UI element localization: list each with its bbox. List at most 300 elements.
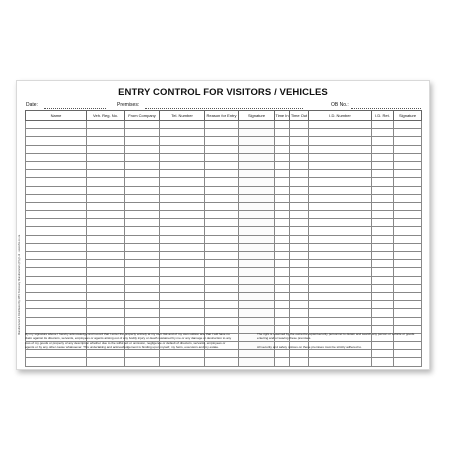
- table-cell[interactable]: [239, 235, 275, 243]
- table-cell[interactable]: [87, 145, 125, 153]
- table-cell[interactable]: [87, 178, 125, 186]
- table-cell[interactable]: [205, 170, 239, 178]
- table-cell[interactable]: [309, 284, 372, 292]
- table-cell[interactable]: [239, 129, 275, 137]
- table-cell[interactable]: [394, 284, 422, 292]
- table-cell[interactable]: [290, 121, 309, 129]
- table-cell[interactable]: [26, 121, 87, 129]
- table-cell[interactable]: [160, 186, 205, 194]
- table-cell[interactable]: [205, 301, 239, 309]
- table-cell[interactable]: [87, 350, 125, 358]
- table-cell[interactable]: [160, 235, 205, 243]
- table-cell[interactable]: [309, 358, 372, 366]
- table-cell[interactable]: [309, 153, 372, 161]
- table-cell[interactable]: [125, 358, 160, 366]
- table-cell[interactable]: [125, 219, 160, 227]
- table-cell[interactable]: [125, 268, 160, 276]
- table-cell[interactable]: [275, 317, 290, 325]
- table-cell[interactable]: [239, 219, 275, 227]
- table-cell[interactable]: [160, 350, 205, 358]
- table-cell[interactable]: [239, 145, 275, 153]
- table-cell[interactable]: [239, 121, 275, 129]
- table-cell[interactable]: [372, 317, 394, 325]
- table-cell[interactable]: [125, 153, 160, 161]
- table-cell[interactable]: [275, 211, 290, 219]
- table-row: [26, 211, 422, 219]
- table-cell[interactable]: [125, 170, 160, 178]
- table-cell[interactable]: [394, 292, 422, 300]
- table-cell[interactable]: [26, 211, 87, 219]
- table-cell[interactable]: [290, 252, 309, 260]
- table-cell[interactable]: [275, 301, 290, 309]
- table-cell[interactable]: [275, 227, 290, 235]
- table-cell[interactable]: [160, 284, 205, 292]
- table-cell[interactable]: [372, 227, 394, 235]
- table-cell[interactable]: [290, 194, 309, 202]
- table-cell[interactable]: [239, 292, 275, 300]
- table-cell[interactable]: [26, 350, 87, 358]
- table-cell[interactable]: [205, 194, 239, 202]
- table-cell[interactable]: [160, 252, 205, 260]
- table-cell[interactable]: [394, 219, 422, 227]
- table-cell[interactable]: [26, 309, 87, 317]
- table-cell[interactable]: [309, 121, 372, 129]
- table-cell[interactable]: [275, 268, 290, 276]
- table-cell[interactable]: [26, 235, 87, 243]
- table-cell[interactable]: [205, 211, 239, 219]
- table-cell[interactable]: [87, 161, 125, 169]
- table-cell[interactable]: [275, 145, 290, 153]
- table-cell[interactable]: [205, 252, 239, 260]
- table-cell[interactable]: [87, 202, 125, 210]
- table-cell[interactable]: [290, 276, 309, 284]
- table-cell[interactable]: [160, 145, 205, 153]
- table-cell[interactable]: [205, 243, 239, 251]
- table-cell[interactable]: [372, 292, 394, 300]
- table-cell[interactable]: [275, 129, 290, 137]
- table-cell[interactable]: [372, 129, 394, 137]
- table-cell[interactable]: [275, 276, 290, 284]
- table-cell[interactable]: [290, 137, 309, 145]
- table-cell[interactable]: [87, 243, 125, 251]
- table-cell[interactable]: [372, 309, 394, 317]
- table-cell[interactable]: [160, 292, 205, 300]
- table-cell[interactable]: [125, 186, 160, 194]
- table-cell[interactable]: [160, 268, 205, 276]
- table-cell[interactable]: [372, 301, 394, 309]
- table-cell[interactable]: [87, 137, 125, 145]
- table-cell[interactable]: [160, 243, 205, 251]
- table-cell[interactable]: [309, 243, 372, 251]
- table-cell[interactable]: [372, 276, 394, 284]
- table-cell[interactable]: [26, 243, 87, 251]
- table-cell[interactable]: [309, 227, 372, 235]
- table-cell[interactable]: [309, 211, 372, 219]
- table-cell[interactable]: [160, 276, 205, 284]
- table-cell[interactable]: [205, 235, 239, 243]
- table-cell[interactable]: [26, 292, 87, 300]
- table-cell[interactable]: [160, 129, 205, 137]
- table-cell[interactable]: [309, 309, 372, 317]
- table-cell[interactable]: [309, 178, 372, 186]
- table-cell[interactable]: [125, 211, 160, 219]
- table-cell[interactable]: [309, 301, 372, 309]
- table-cell[interactable]: [309, 235, 372, 243]
- table-cell[interactable]: [394, 301, 422, 309]
- table-cell[interactable]: [205, 202, 239, 210]
- table-cell[interactable]: [205, 358, 239, 366]
- table-cell[interactable]: [275, 292, 290, 300]
- table-cell[interactable]: [290, 260, 309, 268]
- table-cell[interactable]: [275, 260, 290, 268]
- table-cell[interactable]: [160, 317, 205, 325]
- table-cell[interactable]: [26, 219, 87, 227]
- table-cell[interactable]: [372, 358, 394, 366]
- table-cell[interactable]: [239, 178, 275, 186]
- table-cell[interactable]: [275, 235, 290, 243]
- table-cell[interactable]: [275, 194, 290, 202]
- table-cell[interactable]: [372, 153, 394, 161]
- table-cell[interactable]: [160, 309, 205, 317]
- table-cell[interactable]: [125, 260, 160, 268]
- table-cell[interactable]: [160, 121, 205, 129]
- table-cell[interactable]: [239, 276, 275, 284]
- table-cell[interactable]: [87, 170, 125, 178]
- table-row: [26, 276, 422, 284]
- table-cell[interactable]: [275, 243, 290, 251]
- table-cell[interactable]: [87, 317, 125, 325]
- table-cell[interactable]: [239, 309, 275, 317]
- table-cell[interactable]: [309, 137, 372, 145]
- table-cell[interactable]: [125, 161, 160, 169]
- table-cell[interactable]: [372, 194, 394, 202]
- table-cell[interactable]: [205, 145, 239, 153]
- table-cell[interactable]: [239, 153, 275, 161]
- table-cell[interactable]: [205, 227, 239, 235]
- table-cell[interactable]: [372, 219, 394, 227]
- table-cell[interactable]: [26, 186, 87, 194]
- table-cell[interactable]: [394, 243, 422, 251]
- table-cell[interactable]: [372, 260, 394, 268]
- table-cell[interactable]: [205, 284, 239, 292]
- table-cell[interactable]: [275, 161, 290, 169]
- table-cell[interactable]: [290, 186, 309, 194]
- table-cell[interactable]: [394, 153, 422, 161]
- table-cell[interactable]: [309, 260, 372, 268]
- table-cell[interactable]: [205, 161, 239, 169]
- table-cell[interactable]: [394, 211, 422, 219]
- table-cell[interactable]: [26, 153, 87, 161]
- table-cell[interactable]: [239, 170, 275, 178]
- table-cell[interactable]: [372, 145, 394, 153]
- table-cell[interactable]: [275, 137, 290, 145]
- table-cell[interactable]: [290, 284, 309, 292]
- table-cell[interactable]: [394, 260, 422, 268]
- table-cell[interactable]: [26, 227, 87, 235]
- table-cell[interactable]: [290, 219, 309, 227]
- table-cell[interactable]: [394, 202, 422, 210]
- table-cell[interactable]: [239, 194, 275, 202]
- table-cell[interactable]: [275, 186, 290, 194]
- table-cell[interactable]: [290, 243, 309, 251]
- table-cell[interactable]: [239, 161, 275, 169]
- table-cell[interactable]: [394, 121, 422, 129]
- table-cell[interactable]: [239, 227, 275, 235]
- table-cell[interactable]: [394, 268, 422, 276]
- table-cell[interactable]: [290, 202, 309, 210]
- table-cell[interactable]: [372, 235, 394, 243]
- table-cell[interactable]: [26, 268, 87, 276]
- table-cell[interactable]: [26, 252, 87, 260]
- col-reason-header: Reason for Entry: [205, 111, 239, 121]
- table-cell[interactable]: [125, 194, 160, 202]
- table-cell[interactable]: [87, 358, 125, 366]
- table-cell[interactable]: [239, 252, 275, 260]
- table-cell[interactable]: [205, 260, 239, 268]
- table-cell[interactable]: [160, 202, 205, 210]
- table-cell[interactable]: [205, 178, 239, 186]
- ob-number-field[interactable]: [331, 102, 421, 108]
- table-cell[interactable]: [205, 350, 239, 358]
- table-cell[interactable]: [372, 268, 394, 276]
- table-cell[interactable]: [309, 292, 372, 300]
- table-cell[interactable]: [125, 227, 160, 235]
- table-cell[interactable]: [372, 137, 394, 145]
- table-cell[interactable]: [239, 186, 275, 194]
- table-cell[interactable]: [87, 284, 125, 292]
- table-cell[interactable]: [290, 161, 309, 169]
- table-cell[interactable]: [26, 170, 87, 178]
- table-cell[interactable]: [290, 227, 309, 235]
- table-cell[interactable]: [372, 170, 394, 178]
- table-cell[interactable]: [239, 202, 275, 210]
- table-cell[interactable]: [26, 358, 87, 366]
- table-cell[interactable]: [372, 121, 394, 129]
- table-cell[interactable]: [160, 227, 205, 235]
- table-cell[interactable]: [160, 153, 205, 161]
- table-cell[interactable]: [309, 202, 372, 210]
- table-cell[interactable]: [372, 284, 394, 292]
- table-cell[interactable]: [205, 121, 239, 129]
- table-cell[interactable]: [125, 202, 160, 210]
- table-cell[interactable]: [372, 161, 394, 169]
- table-cell[interactable]: [290, 268, 309, 276]
- table-cell[interactable]: [125, 121, 160, 129]
- table-cell[interactable]: [160, 211, 205, 219]
- table-cell[interactable]: [87, 129, 125, 137]
- table-cell[interactable]: [275, 121, 290, 129]
- table-cell[interactable]: [87, 309, 125, 317]
- table-cell[interactable]: [87, 235, 125, 243]
- table-cell[interactable]: [125, 317, 160, 325]
- table-cell[interactable]: [26, 145, 87, 153]
- table-cell[interactable]: [87, 276, 125, 284]
- table-cell[interactable]: [125, 252, 160, 260]
- table-cell[interactable]: [26, 129, 87, 137]
- table-cell[interactable]: [290, 292, 309, 300]
- table-row: [26, 178, 422, 186]
- table-cell[interactable]: [309, 276, 372, 284]
- table-cell[interactable]: [290, 358, 309, 366]
- table-cell[interactable]: [87, 252, 125, 260]
- table-cell[interactable]: [275, 284, 290, 292]
- table-cell[interactable]: [239, 260, 275, 268]
- table-cell[interactable]: [125, 129, 160, 137]
- table-cell[interactable]: [125, 243, 160, 251]
- table-cell[interactable]: [239, 317, 275, 325]
- table-cell[interactable]: [394, 309, 422, 317]
- table-cell[interactable]: [26, 284, 87, 292]
- table-cell[interactable]: [205, 268, 239, 276]
- table-cell[interactable]: [372, 211, 394, 219]
- table-cell[interactable]: [26, 260, 87, 268]
- table-cell[interactable]: [309, 317, 372, 325]
- table-cell[interactable]: [394, 129, 422, 137]
- table-cell[interactable]: [275, 178, 290, 186]
- table-cell[interactable]: [26, 301, 87, 309]
- premises-field[interactable]: [117, 102, 303, 108]
- table-cell[interactable]: [239, 137, 275, 145]
- table-cell[interactable]: [394, 145, 422, 153]
- table-cell[interactable]: [125, 145, 160, 153]
- table-cell[interactable]: [160, 161, 205, 169]
- table-cell[interactable]: [290, 235, 309, 243]
- table-cell[interactable]: [275, 309, 290, 317]
- table-cell[interactable]: [205, 186, 239, 194]
- table-cell[interactable]: [275, 219, 290, 227]
- table-cell[interactable]: [394, 235, 422, 243]
- table-cell[interactable]: [125, 309, 160, 317]
- table-cell[interactable]: [309, 145, 372, 153]
- table-cell[interactable]: [26, 178, 87, 186]
- table-cell[interactable]: [87, 153, 125, 161]
- table-cell[interactable]: [205, 317, 239, 325]
- table-cell[interactable]: [394, 178, 422, 186]
- table-cell[interactable]: [309, 170, 372, 178]
- table-cell[interactable]: [309, 186, 372, 194]
- table-cell[interactable]: [160, 260, 205, 268]
- table-cell[interactable]: [87, 227, 125, 235]
- table-cell[interactable]: [394, 317, 422, 325]
- table-cell[interactable]: [309, 268, 372, 276]
- table-cell[interactable]: [87, 211, 125, 219]
- table-cell[interactable]: [394, 186, 422, 194]
- table-cell[interactable]: [160, 301, 205, 309]
- table-cell[interactable]: [275, 252, 290, 260]
- table-cell[interactable]: [239, 284, 275, 292]
- table-cell[interactable]: [290, 178, 309, 186]
- table-cell[interactable]: [372, 202, 394, 210]
- table-cell[interactable]: [394, 358, 422, 366]
- table-cell[interactable]: [125, 235, 160, 243]
- table-cell[interactable]: [275, 170, 290, 178]
- table-cell[interactable]: [160, 137, 205, 145]
- table-cell[interactable]: [394, 227, 422, 235]
- table-cell[interactable]: [87, 301, 125, 309]
- table-cell[interactable]: [372, 243, 394, 251]
- table-cell[interactable]: [26, 137, 87, 145]
- table-cell[interactable]: [26, 202, 87, 210]
- table-cell[interactable]: [87, 121, 125, 129]
- table-cell[interactable]: [125, 284, 160, 292]
- table-cell[interactable]: [239, 358, 275, 366]
- table-cell[interactable]: [205, 292, 239, 300]
- table-cell[interactable]: [239, 268, 275, 276]
- table-row: [26, 194, 422, 202]
- table-cell[interactable]: [26, 317, 87, 325]
- table-cell[interactable]: [205, 153, 239, 161]
- table-cell[interactable]: [275, 358, 290, 366]
- table-cell[interactable]: [290, 129, 309, 137]
- table-cell[interactable]: [239, 243, 275, 251]
- table-cell[interactable]: [87, 186, 125, 194]
- table-cell[interactable]: [394, 170, 422, 178]
- table-cell[interactable]: [372, 252, 394, 260]
- table-cell[interactable]: [394, 194, 422, 202]
- table-cell[interactable]: [290, 170, 309, 178]
- table-cell[interactable]: [125, 301, 160, 309]
- table-cell[interactable]: [26, 161, 87, 169]
- table-cell[interactable]: [394, 137, 422, 145]
- table-cell[interactable]: [309, 252, 372, 260]
- table-cell[interactable]: [309, 194, 372, 202]
- table-cell[interactable]: [239, 211, 275, 219]
- table-cell[interactable]: [160, 178, 205, 186]
- table-cell[interactable]: [160, 219, 205, 227]
- table-cell[interactable]: [26, 194, 87, 202]
- table-cell[interactable]: [290, 309, 309, 317]
- table-cell[interactable]: [87, 260, 125, 268]
- table-cell[interactable]: [160, 358, 205, 366]
- table-cell[interactable]: [275, 202, 290, 210]
- table-cell[interactable]: [275, 153, 290, 161]
- table-cell[interactable]: [125, 350, 160, 358]
- table-cell[interactable]: [160, 170, 205, 178]
- table-cell[interactable]: [205, 276, 239, 284]
- table-cell[interactable]: [125, 292, 160, 300]
- table-cell[interactable]: [394, 276, 422, 284]
- table-cell[interactable]: [372, 186, 394, 194]
- table-cell[interactable]: [87, 292, 125, 300]
- table-cell[interactable]: [290, 211, 309, 219]
- table-cell[interactable]: [160, 194, 205, 202]
- date-field[interactable]: [26, 102, 106, 108]
- table-cell[interactable]: [125, 137, 160, 145]
- table-cell[interactable]: [394, 252, 422, 260]
- table-cell[interactable]: [87, 219, 125, 227]
- table-cell[interactable]: [125, 276, 160, 284]
- table-cell[interactable]: [309, 219, 372, 227]
- table-cell[interactable]: [309, 161, 372, 169]
- table-cell[interactable]: [394, 161, 422, 169]
- table-cell[interactable]: [290, 317, 309, 325]
- table-cell[interactable]: [125, 178, 160, 186]
- table-cell[interactable]: [87, 194, 125, 202]
- table-cell[interactable]: [309, 129, 372, 137]
- table-cell[interactable]: [205, 309, 239, 317]
- table-cell[interactable]: [239, 301, 275, 309]
- table-cell[interactable]: [205, 137, 239, 145]
- col-signature-in-header: Signature: [239, 111, 275, 121]
- table-cell[interactable]: [372, 178, 394, 186]
- table-cell[interactable]: [205, 219, 239, 227]
- table-cell[interactable]: [87, 268, 125, 276]
- table-cell[interactable]: [290, 301, 309, 309]
- table-cell[interactable]: [26, 276, 87, 284]
- table-cell[interactable]: [290, 153, 309, 161]
- table-cell[interactable]: [290, 145, 309, 153]
- table-cell[interactable]: [205, 129, 239, 137]
